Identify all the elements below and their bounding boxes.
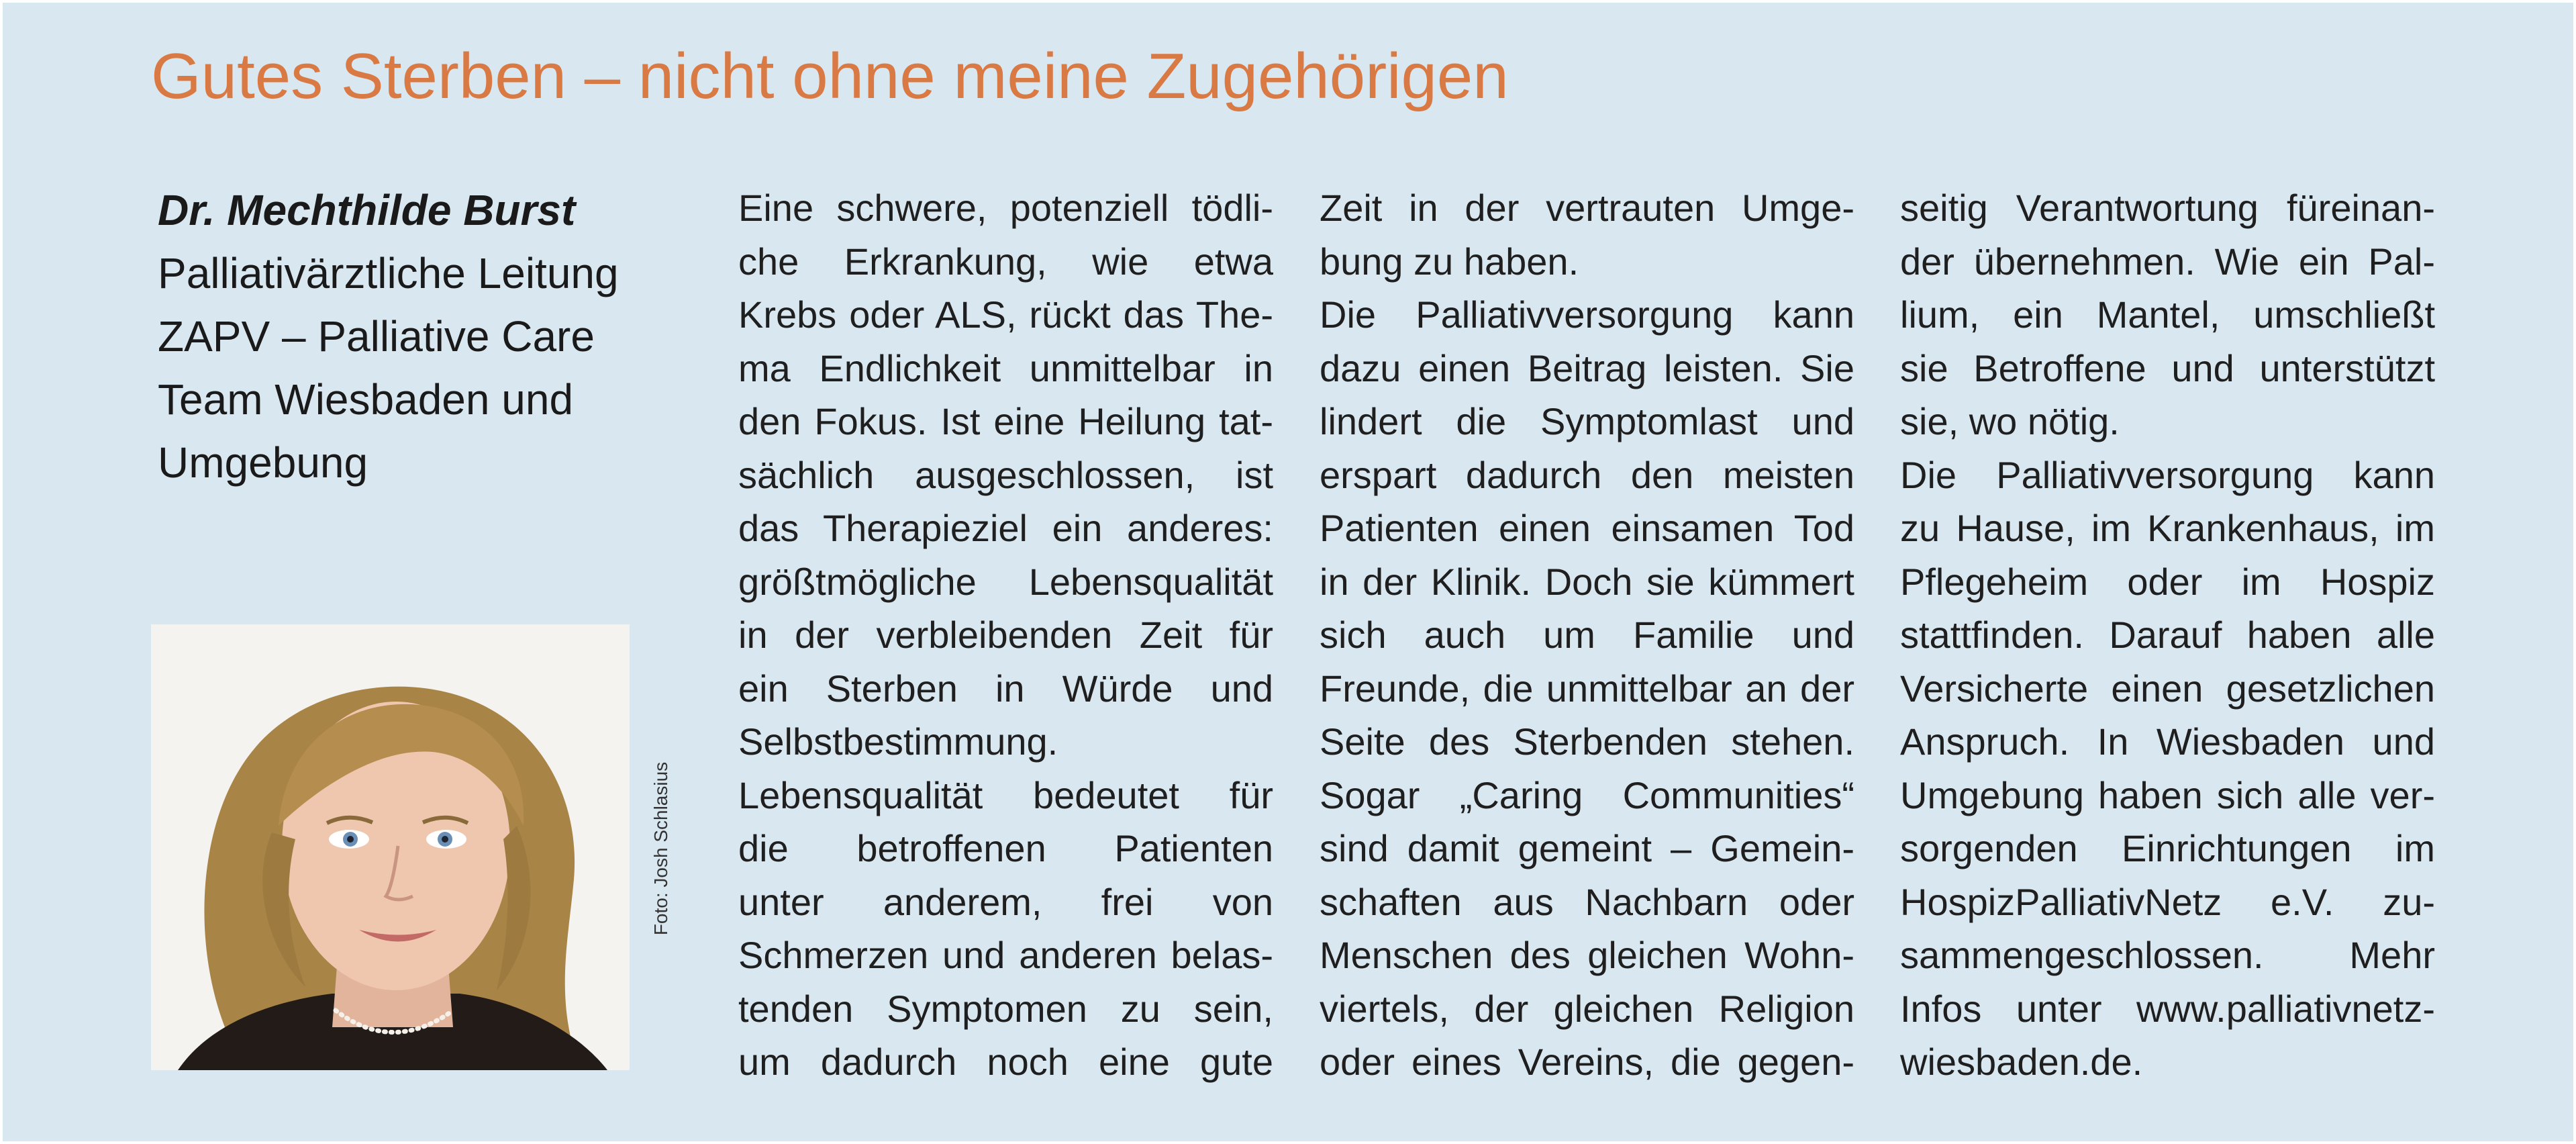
text-line: Patienten einen einsamen Tod xyxy=(1320,507,1854,549)
text-line: viertels, der gleichen Religion xyxy=(1320,987,1854,1030)
text-line: Infos unter www.palliativnetz- xyxy=(1900,987,2435,1030)
text-line: bung zu haben. xyxy=(1320,240,1579,283)
text-line: zu Hause, im Krankenhaus, im xyxy=(1900,507,2435,549)
author-role-line: Umgebung xyxy=(158,438,368,487)
text-line: Krebs oder ALS, rückt das The- xyxy=(738,293,1273,336)
text-line: Anspruch. In Wiesbaden und xyxy=(1900,720,2435,763)
text-line: Seite des Sterbenden stehen. xyxy=(1320,720,1854,763)
text-line: der übernehmen. Wie ein Pal- xyxy=(1900,240,2435,283)
author-portrait-photo xyxy=(151,624,630,1070)
text-line: erspart dadurch den meisten xyxy=(1320,453,1854,496)
text-line: sie Betroffene und unterstützt xyxy=(1900,346,2435,389)
text-line: dazu einen Beitrag leisten. Sie xyxy=(1320,346,1854,389)
text-line: um dadurch noch eine gute xyxy=(738,1041,1273,1083)
text-line: che Erkrankung, wie etwa xyxy=(738,240,1273,283)
text-line: Die Palliativversorgung kann xyxy=(1320,293,1854,336)
text-line: sorgenden Einrichtungen im xyxy=(1900,827,2435,869)
text-line: sächlich ausgeschlossen, ist xyxy=(738,453,1273,496)
article-title: Gutes Sterben – nicht ohne meine Zugehörigen xyxy=(151,40,1509,112)
text-line: lindert die Symptomlast und xyxy=(1320,400,1854,442)
text-line: seitig Verantwortung füreinan- xyxy=(1900,187,2435,229)
author-role-line: Team Wiesbaden und xyxy=(158,375,574,424)
text-line: sie, wo nötig. xyxy=(1900,400,2120,442)
text-line: ein Sterben in Würde und xyxy=(738,667,1273,710)
text-line: lium, ein Mantel, umschließt xyxy=(1900,293,2435,336)
text-line: sammengeschlossen. Mehr xyxy=(1900,934,2435,976)
author-block xyxy=(158,179,695,494)
text-line: größtmögliche Lebensqualität xyxy=(738,560,1273,603)
text-column-1 xyxy=(738,181,1273,1089)
text-column-3 xyxy=(1900,181,2435,1089)
text-line: Pflegeheim oder im Hospiz xyxy=(1900,560,2435,603)
text-line: Zeit in der vertrauten Umge- xyxy=(1320,187,1854,229)
author-role-line: Palliativärztliche Leitung xyxy=(158,249,619,297)
text-line: stattfinden. Darauf haben alle xyxy=(1900,614,2435,656)
photo-credit-text: Foto: Josh Schlasius xyxy=(650,761,671,936)
text-line: oder eines Vereins, die gegen- xyxy=(1320,1041,1854,1083)
text-line: das Therapieziel ein anderes: xyxy=(738,507,1273,549)
text-line: Lebensqualität bedeutet für xyxy=(738,773,1273,816)
text-line: sind damit gemeint – Gemein- xyxy=(1320,827,1854,869)
article-panel xyxy=(3,3,2573,1141)
text-line: Selbstbestimmung. xyxy=(738,720,1058,763)
text-line: tenden Symptomen zu sein, xyxy=(738,987,1273,1030)
text-line: Eine schwere, potenziell tödli- xyxy=(738,187,1273,229)
text-line: unter anderem, frei von xyxy=(738,880,1273,923)
text-line: Versicherte einen gesetzlichen xyxy=(1900,667,2435,710)
text-line: die betroffenen Patienten xyxy=(738,827,1273,869)
text-line: ma Endlichkeit unmittelbar in xyxy=(738,346,1273,389)
author-role-line: ZAPV – Palliative Care xyxy=(158,312,595,361)
text-line: sich auch um Familie und xyxy=(1320,614,1854,656)
text-line: wiesbaden.de. xyxy=(1900,1041,2143,1083)
text-line: den Fokus. Ist eine Heilung tat- xyxy=(738,400,1273,442)
author-name: Dr. Mechthilde Burst xyxy=(158,186,576,234)
text-line: HospizPalliativNetz e.V. zu- xyxy=(1900,880,2435,923)
text-line: in der Klinik. Doch sie kümmert xyxy=(1320,560,1854,603)
text-line: Freunde, die unmittelbar an der xyxy=(1320,667,1854,710)
text-line: Menschen des gleichen Wohn- xyxy=(1320,934,1854,976)
text-line: in der verbleibenden Zeit für xyxy=(738,614,1273,656)
portrait-illustration xyxy=(151,624,630,1070)
text-column-2 xyxy=(1320,181,1854,1089)
text-line: Sogar „Caring Communities“ xyxy=(1320,773,1854,816)
text-line: Umgebung haben sich alle ver- xyxy=(1900,773,2435,816)
text-line: schaften aus Nachbarn oder xyxy=(1320,880,1854,923)
text-line: Schmerzen und anderen belas- xyxy=(738,934,1273,976)
text-line: Die Palliativversorgung kann xyxy=(1900,453,2435,496)
